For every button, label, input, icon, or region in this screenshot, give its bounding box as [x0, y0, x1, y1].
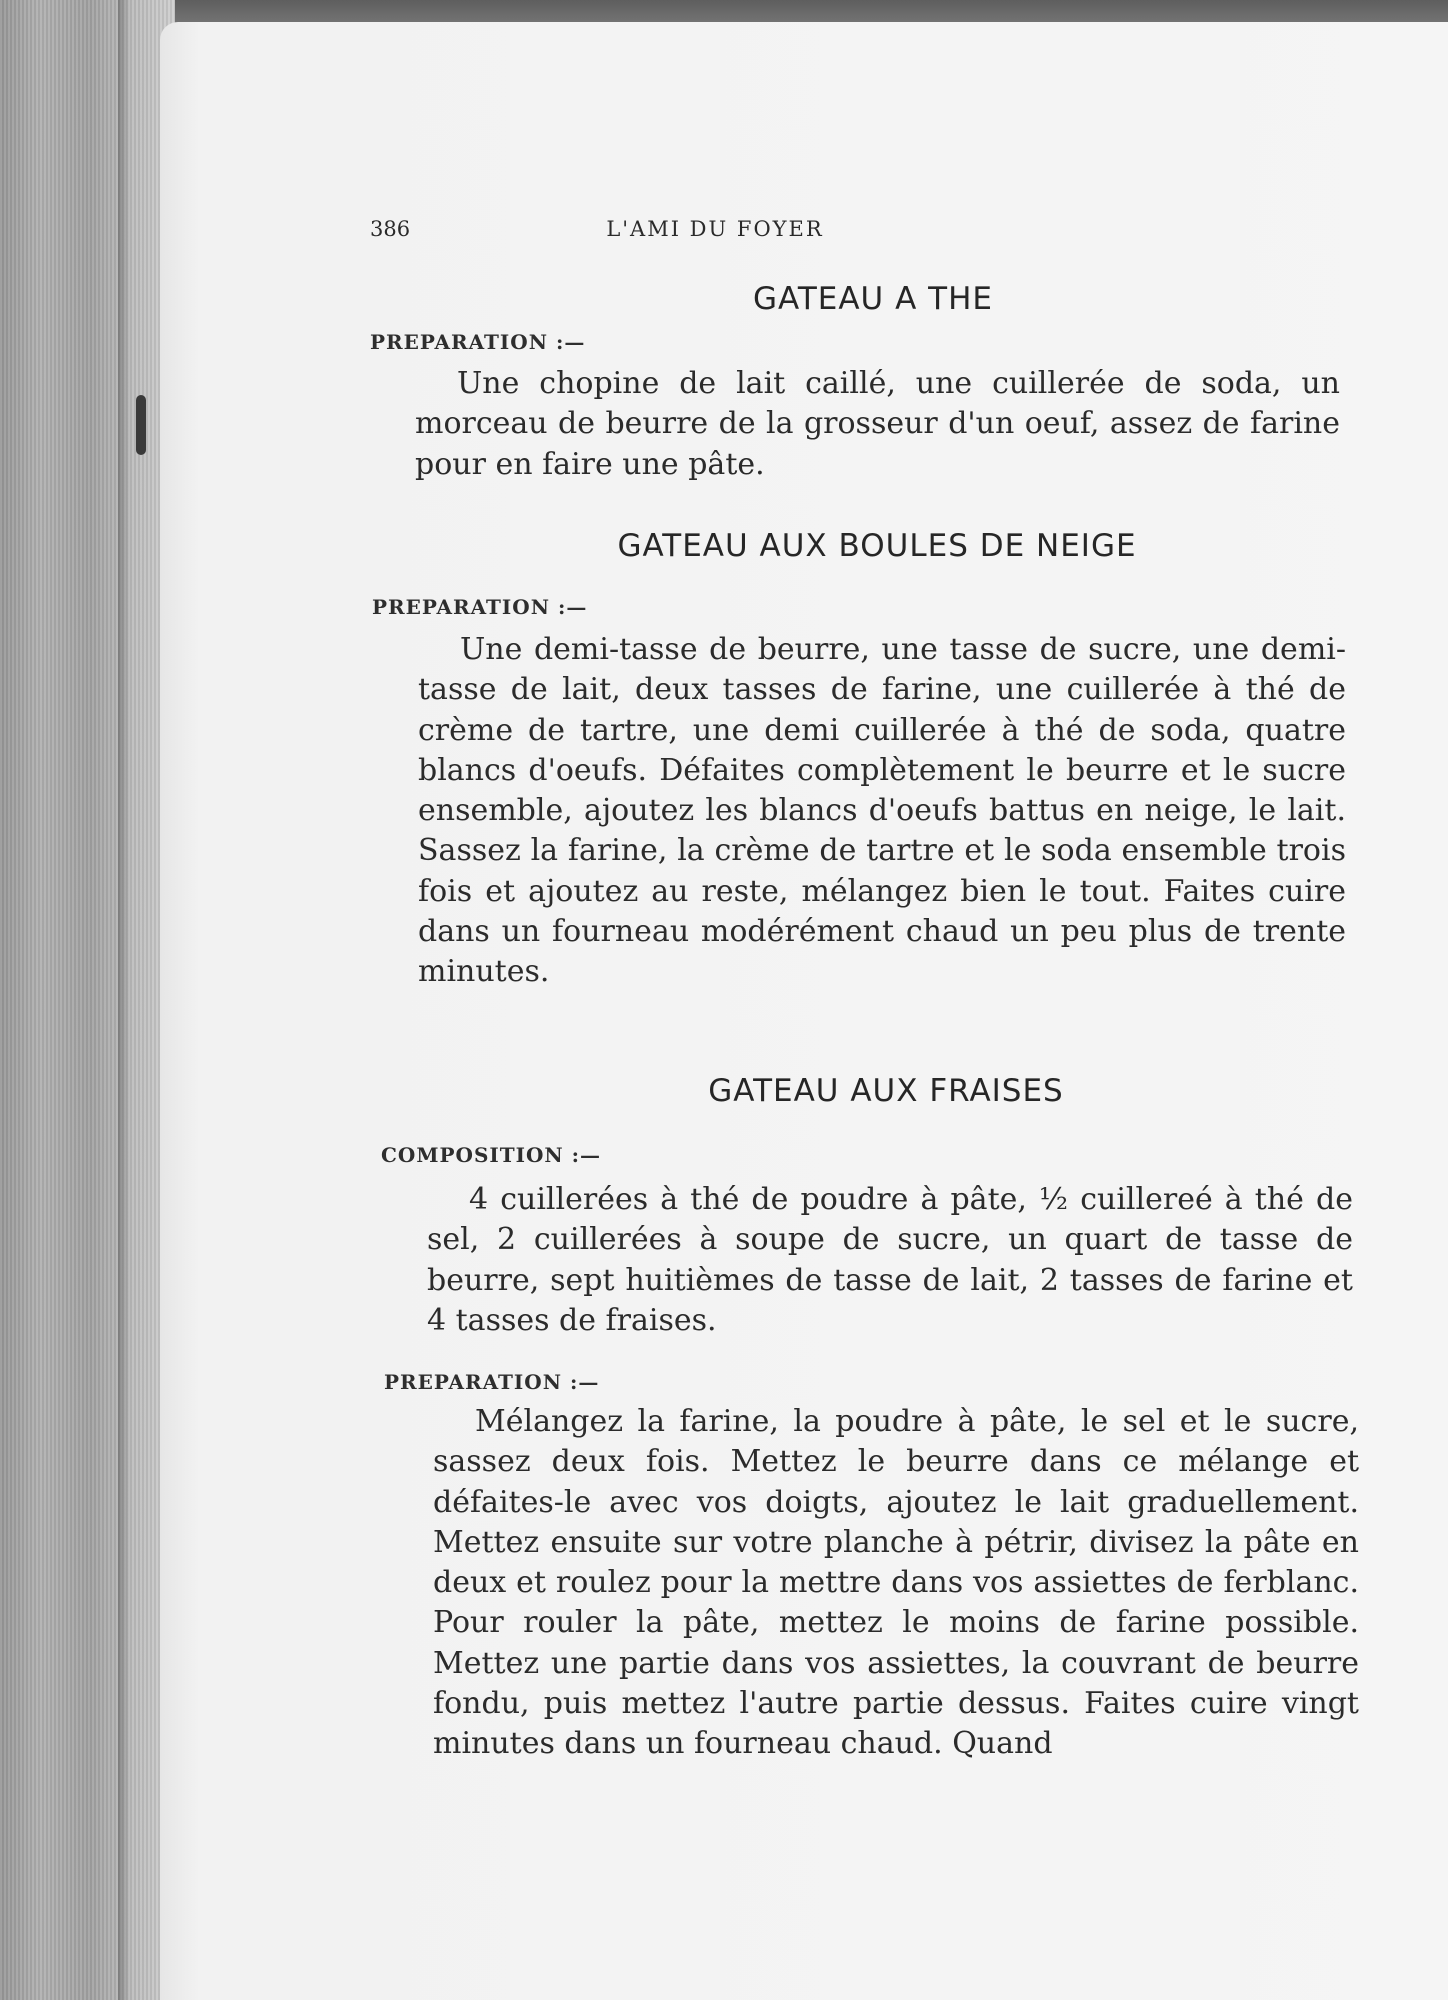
recipe-paragraph: 4 cuillerées à thé de poudre à pâte, ½ cuillereé à thé de sel, 2 cuillerées à soupe de sucre, un quart de tasse de beurre, sept huitièmes de tasse de lait, 2 tasses de farine et 4 tasses de fraises.	[427, 1182, 1353, 1338]
book-title: L'AMI DU FOYER	[606, 217, 824, 241]
recipe-paragraph: Une demi-tasse de beurre, une tasse de sucre, une demi-tasse de lait, deux tasses de farine, une cuillerée à thé de crème de tartre, une demi cuillerée à thé de soda, quatre blancs d'oeufs. Défaites complètement le beurre et le sucre ensemble, ajoutez les blancs d'oeufs battus en neige, le lait. Sassez la farine, la crème de tartre et le soda ensemble trois fois et ajoutez au reste, mélangez bien le tout. Faites cuire dans un fourneau modérément chaud un peu plus de trente minutes.	[418, 632, 1346, 990]
running-head	[370, 217, 980, 247]
page-number: 386	[370, 217, 411, 241]
recipe-title-gateau-a-the: GATEAU A THE	[753, 281, 993, 317]
recipe-paragraph: Mélangez la farine, la poudre à pâte, le sel et le sucre, sassez deux fois. Mettez le beurre dans ce mélange et défaites-le avec vos doigts, ajoutez le lait graduellement. Mettez ensuite sur votre planche à pétrir, divisez la pâte en deux et roulez pour la mettre dans vos assiettes de ferblanc. Pour rouler la pâte, mettez le moins de farine possible. Mettez une partie dans vos assiettes, la couvrant de beurre fondu, puis mettez l'autre partie dessus. Faites cuire vingt minutes dans un fourneau chaud. Quand	[433, 1404, 1359, 1762]
recipe-paragraph: Une chopine de lait caillé, une cuillerée de soda, un morceau de beurre de la grosseur d'un oeuf, assez de farine pour en faire une pâte.	[415, 366, 1340, 482]
section-label-composition: COMPOSITION :—	[381, 1143, 602, 1167]
section-label-preparation: PREPARATION :—	[372, 595, 588, 619]
section-label-preparation: PREPARATION :—	[370, 330, 586, 354]
recipe-title-gateau-aux-fraises: GATEAU AUX FRAISES	[708, 1073, 1064, 1109]
section-label-preparation: PREPARATION :—	[384, 1370, 600, 1394]
recipe-title-gateau-aux-boules-de-neige: GATEAU AUX BOULES DE NEIGE	[617, 528, 1137, 564]
